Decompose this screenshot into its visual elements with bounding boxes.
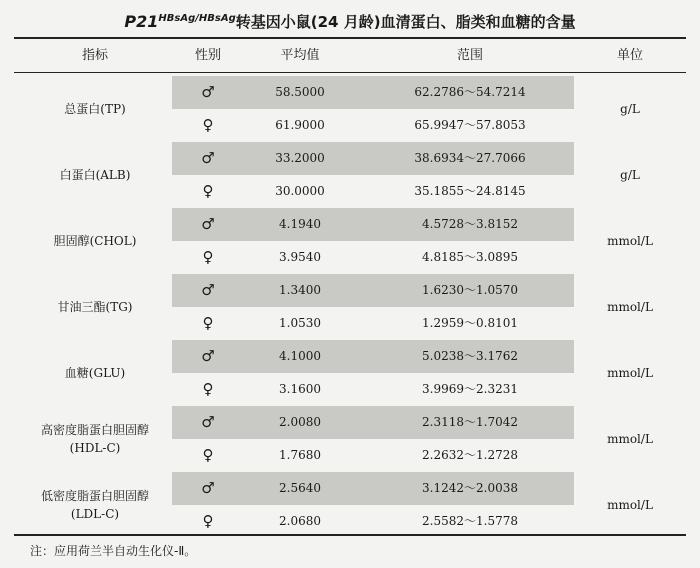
male-range-value: 38.6934～27.7066	[414, 151, 526, 165]
unit-label: mmol/L	[607, 234, 653, 248]
unit-label: mmol/L	[607, 300, 653, 314]
female-symbol: ♀	[202, 116, 214, 134]
female-range-value: 2.5582～1.5778	[422, 514, 518, 528]
female-symbol: ♀	[202, 314, 214, 332]
female-symbol: ♀	[202, 446, 214, 464]
male-range-value: 4.5728～3.8152	[422, 217, 518, 231]
male-symbol: ♂	[201, 479, 215, 497]
female-symbol: ♀	[202, 248, 214, 266]
male-symbol: ♂	[201, 149, 215, 167]
male-range-value: 2.3118～1.7042	[422, 415, 518, 429]
female-symbol: ♀	[202, 182, 214, 200]
unit-label: mmol/L	[607, 366, 653, 380]
indicator-abbreviation: (LDL-C)	[70, 507, 120, 521]
male-mean-value: 1.3400	[279, 283, 321, 297]
female-range-value: 65.9947～57.8053	[414, 118, 526, 132]
indicator-name: 白蛋白(ALB)	[59, 168, 131, 182]
header-range: 范围	[456, 48, 483, 63]
male-range-value: 3.1242～2.0038	[422, 481, 518, 495]
indicator-label	[20, 421, 170, 457]
female-range-value: 3.9969～2.3231	[422, 382, 518, 396]
indicator-label	[20, 232, 170, 250]
male-symbol: ♂	[201, 347, 215, 365]
female-symbol: ♀	[202, 380, 214, 398]
male-mean-value: 4.1000	[279, 349, 321, 363]
indicator-label	[20, 298, 170, 316]
indicator-label	[20, 100, 170, 118]
female-mean-value: 1.0530	[279, 316, 321, 330]
unit-label: g/L	[620, 102, 640, 116]
female-mean-value: 61.9000	[275, 118, 325, 132]
male-mean-value: 2.5640	[279, 481, 321, 495]
male-symbol: ♂	[201, 83, 215, 101]
male-mean-value: 4.1940	[279, 217, 321, 231]
table-header	[14, 40, 686, 72]
indicator-abbreviation: (HDL-C)	[69, 441, 121, 455]
female-mean-value: 1.7680	[279, 448, 321, 462]
indicator-name: 总蛋白(TP)	[64, 102, 126, 116]
table-note: 注：应用荷兰半自动生化仪-Ⅱ。	[30, 544, 197, 558]
male-mean-value: 2.0080	[279, 415, 321, 429]
female-symbol: ♀	[202, 512, 214, 530]
header-unit: 单位	[616, 48, 643, 63]
indicator-name: 胆固醇(CHOL)	[53, 234, 137, 248]
header-rule	[14, 72, 686, 73]
unit-label: mmol/L	[607, 432, 653, 446]
indicator-name: 高密度脂蛋白胆固醇	[40, 423, 149, 437]
female-mean-value: 3.9540	[279, 250, 321, 264]
male-symbol: ♂	[201, 413, 215, 431]
female-mean-value: 3.1600	[279, 382, 321, 396]
top-rule	[14, 37, 686, 39]
table-title	[0, 6, 700, 32]
header-mean: 平均值	[280, 48, 320, 63]
unit-label: mmol/L	[607, 498, 653, 512]
male-mean-value: 33.2000	[275, 151, 325, 165]
male-range-value: 1.6230～1.0570	[422, 283, 518, 297]
bottom-rule	[14, 534, 686, 536]
indicator-name: 甘油三酯(TG)	[57, 300, 133, 314]
male-mean-value: 58.5000	[275, 85, 325, 99]
female-mean-value: 2.0680	[279, 514, 321, 528]
header-indicator: 指标	[81, 48, 108, 63]
indicator-label	[20, 166, 170, 184]
title-text: 转基因小鼠(24 月龄)血清蛋白、脂类和血糖的含量	[235, 13, 576, 31]
female-range-value: 1.2959～0.8101	[422, 316, 518, 330]
indicator-label	[20, 364, 170, 382]
male-symbol: ♂	[201, 215, 215, 233]
male-range-value: 62.2786～54.7214	[414, 85, 526, 99]
indicator-name: 血糖(GLU)	[64, 366, 126, 380]
female-range-value: 4.8185～3.0895	[422, 250, 518, 264]
title-superscript: HBsAg/HBsAg	[158, 13, 236, 24]
indicator-label	[20, 487, 170, 523]
header-sex: 性别	[194, 48, 221, 63]
unit-label: g/L	[620, 168, 640, 182]
male-range-value: 5.0238～3.1762	[422, 349, 518, 363]
male-symbol: ♂	[201, 281, 215, 299]
indicator-name: 低密度脂蛋白胆固醇	[40, 489, 149, 503]
title-gene-name: P21	[124, 12, 159, 31]
female-range-value: 2.2632～1.2728	[422, 448, 518, 462]
female-range-value: 35.1855～24.8145	[414, 184, 526, 198]
female-mean-value: 30.0000	[275, 184, 325, 198]
